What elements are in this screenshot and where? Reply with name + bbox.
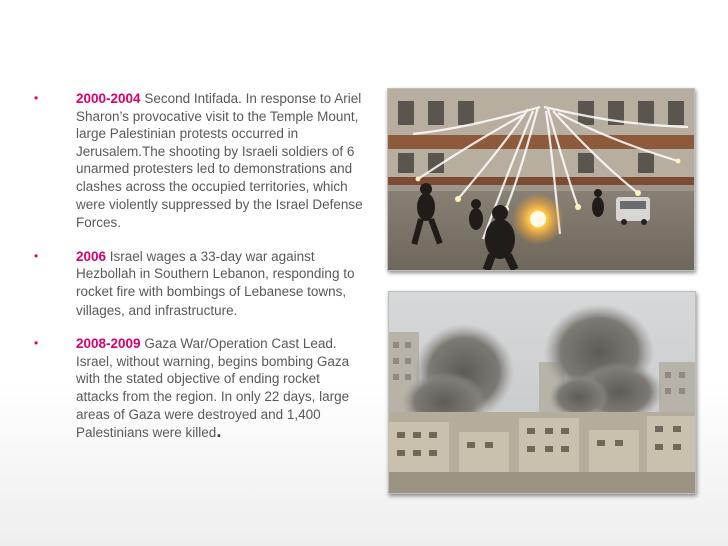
bullet-item	[34, 248, 364, 319]
bullet-item	[34, 90, 364, 232]
bullet-dot: •	[34, 248, 39, 263]
bullet-year: 2008-2009	[76, 336, 145, 352]
bullet-dot: •	[34, 336, 39, 351]
gaza-bombing-photo-drawing	[389, 292, 695, 493]
bullet-text: Israel wages a 33-day war against Hezbollah in Southern Lebanon, responding to rocket fire with bombings of Lebanese towns, villages, and infrastructure.	[76, 248, 355, 318]
bullet-year: 2000-2004	[76, 91, 145, 106]
bullet-trailing: .	[216, 421, 222, 442]
gaza-bombing-photo	[388, 291, 696, 494]
bullet-year: 2006	[76, 248, 110, 264]
bullet-text: Gaza War/Operation Cast Lead. Israel, without warning, begins bombing Gaza with the stated objective of ending rocket attacks from the region. In only 22 days, large areas of Gaza were destroyed and 1,400 Palestinians were killed	[76, 336, 350, 441]
bullet-dot: •	[34, 91, 39, 105]
intifada-clash-photo	[387, 88, 695, 271]
bullet-text: Second Intifada. In response to Ariel Sharon’s provocative visit to the Temple Mount, large Palestinian protests occurred in Jerusalem.The shooting by Israeli soldiers of 6 unarmed protesters led to demonstrations and clashes across the occupied territories, which were violently suppressed by the Israel Defense Forces.	[76, 91, 363, 231]
bullet-item	[34, 335, 364, 442]
bullet-list	[34, 90, 364, 458]
intifada-clash-photo-drawing	[388, 89, 694, 270]
